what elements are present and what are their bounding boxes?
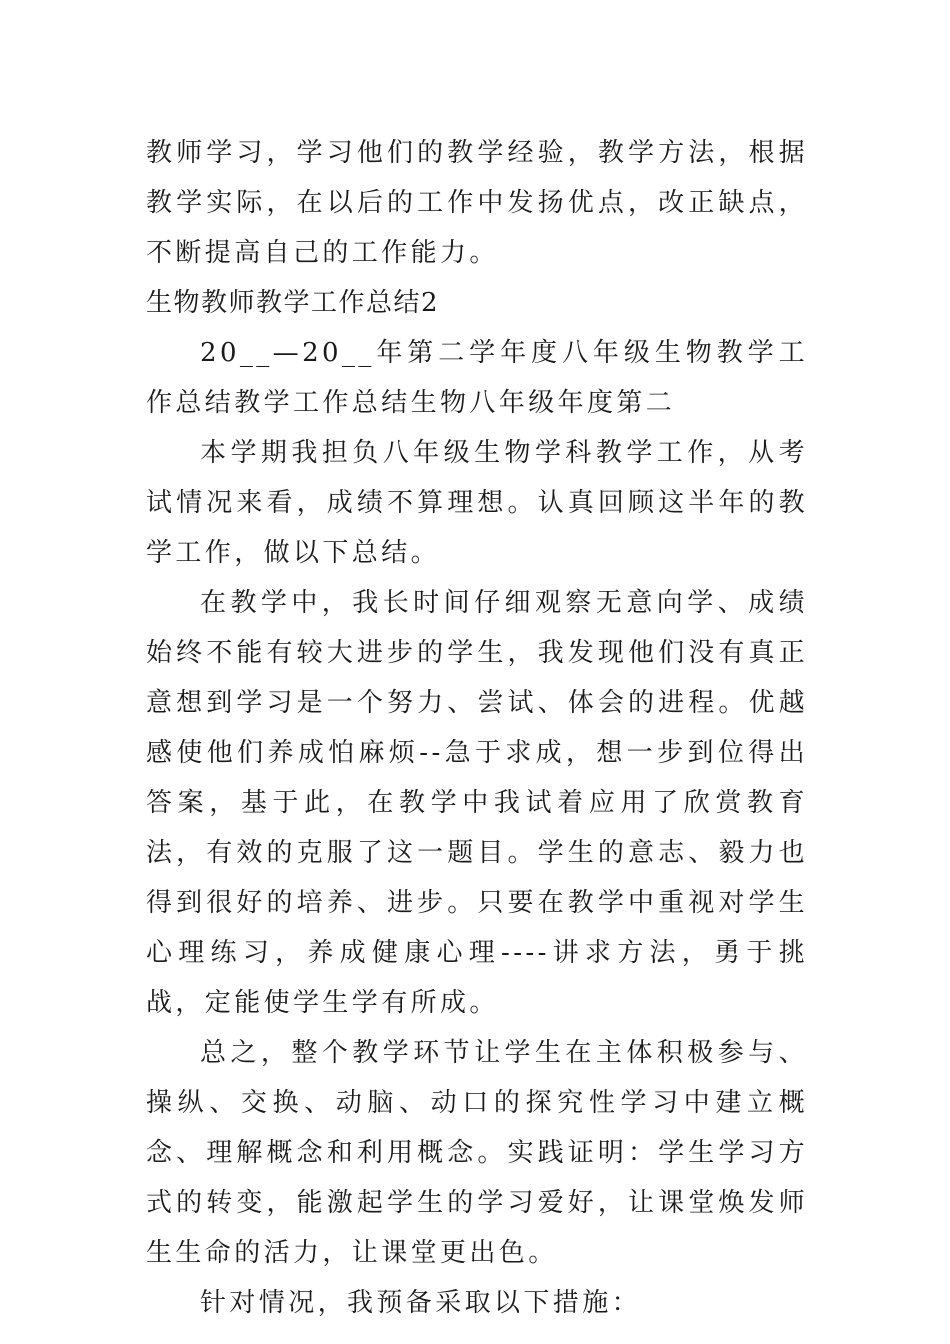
paragraph: 在教学中，我长时间仔细观察无意向学、成绩始终不能有较大进步的学生，我发现他们没有真正意想到学习是一个努力、尝试、体会的进程。优越感使他们养成怕麻烦--急于求成，想一步到位得出答案，基于此，在教学中我试着应用了欣赏教育法，有效的克服了这一题目。学生的意志、毅力也得到很好的培养、进步。只要在教学中重视对学生心理练习，养成健康心理----讲求方法，勇于挑战，定能使学生学有所成。: [146, 588, 808, 1018]
paragraph: 针对情况，我预备采取以下措施：: [200, 1288, 642, 1318]
paragraph: 总之，整个教学环节让学生在主体积极参与、操纵、交换、动脑、动口的探究性学习中建立概念、理解概念和利用概念。实践证明：学生学习方式的转变，能激起学生的学习爱好，让课堂焕发师生生命的活力，让课堂更出色。: [146, 1038, 808, 1268]
section-heading: 生物教师教学工作总结2: [146, 288, 440, 318]
paragraph-subtitle: 20__—20__年第二学年度八年级生物教学工作总结教学工作总结生物八年级年度第二: [146, 338, 808, 418]
document-body: [146, 128, 808, 1328]
paragraph: 本学期我担负八年级生物学科教学工作，从考试情况来看，成绩不算理想。认真回顾这半年的教学工作，做以下总结。: [146, 438, 808, 568]
paragraph-continuation: 教师学习，学习他们的教学经验，教学方法，根据教学实际，在以后的工作中发扬优点，改正缺点，不断提高自己的工作能力。: [146, 138, 808, 268]
